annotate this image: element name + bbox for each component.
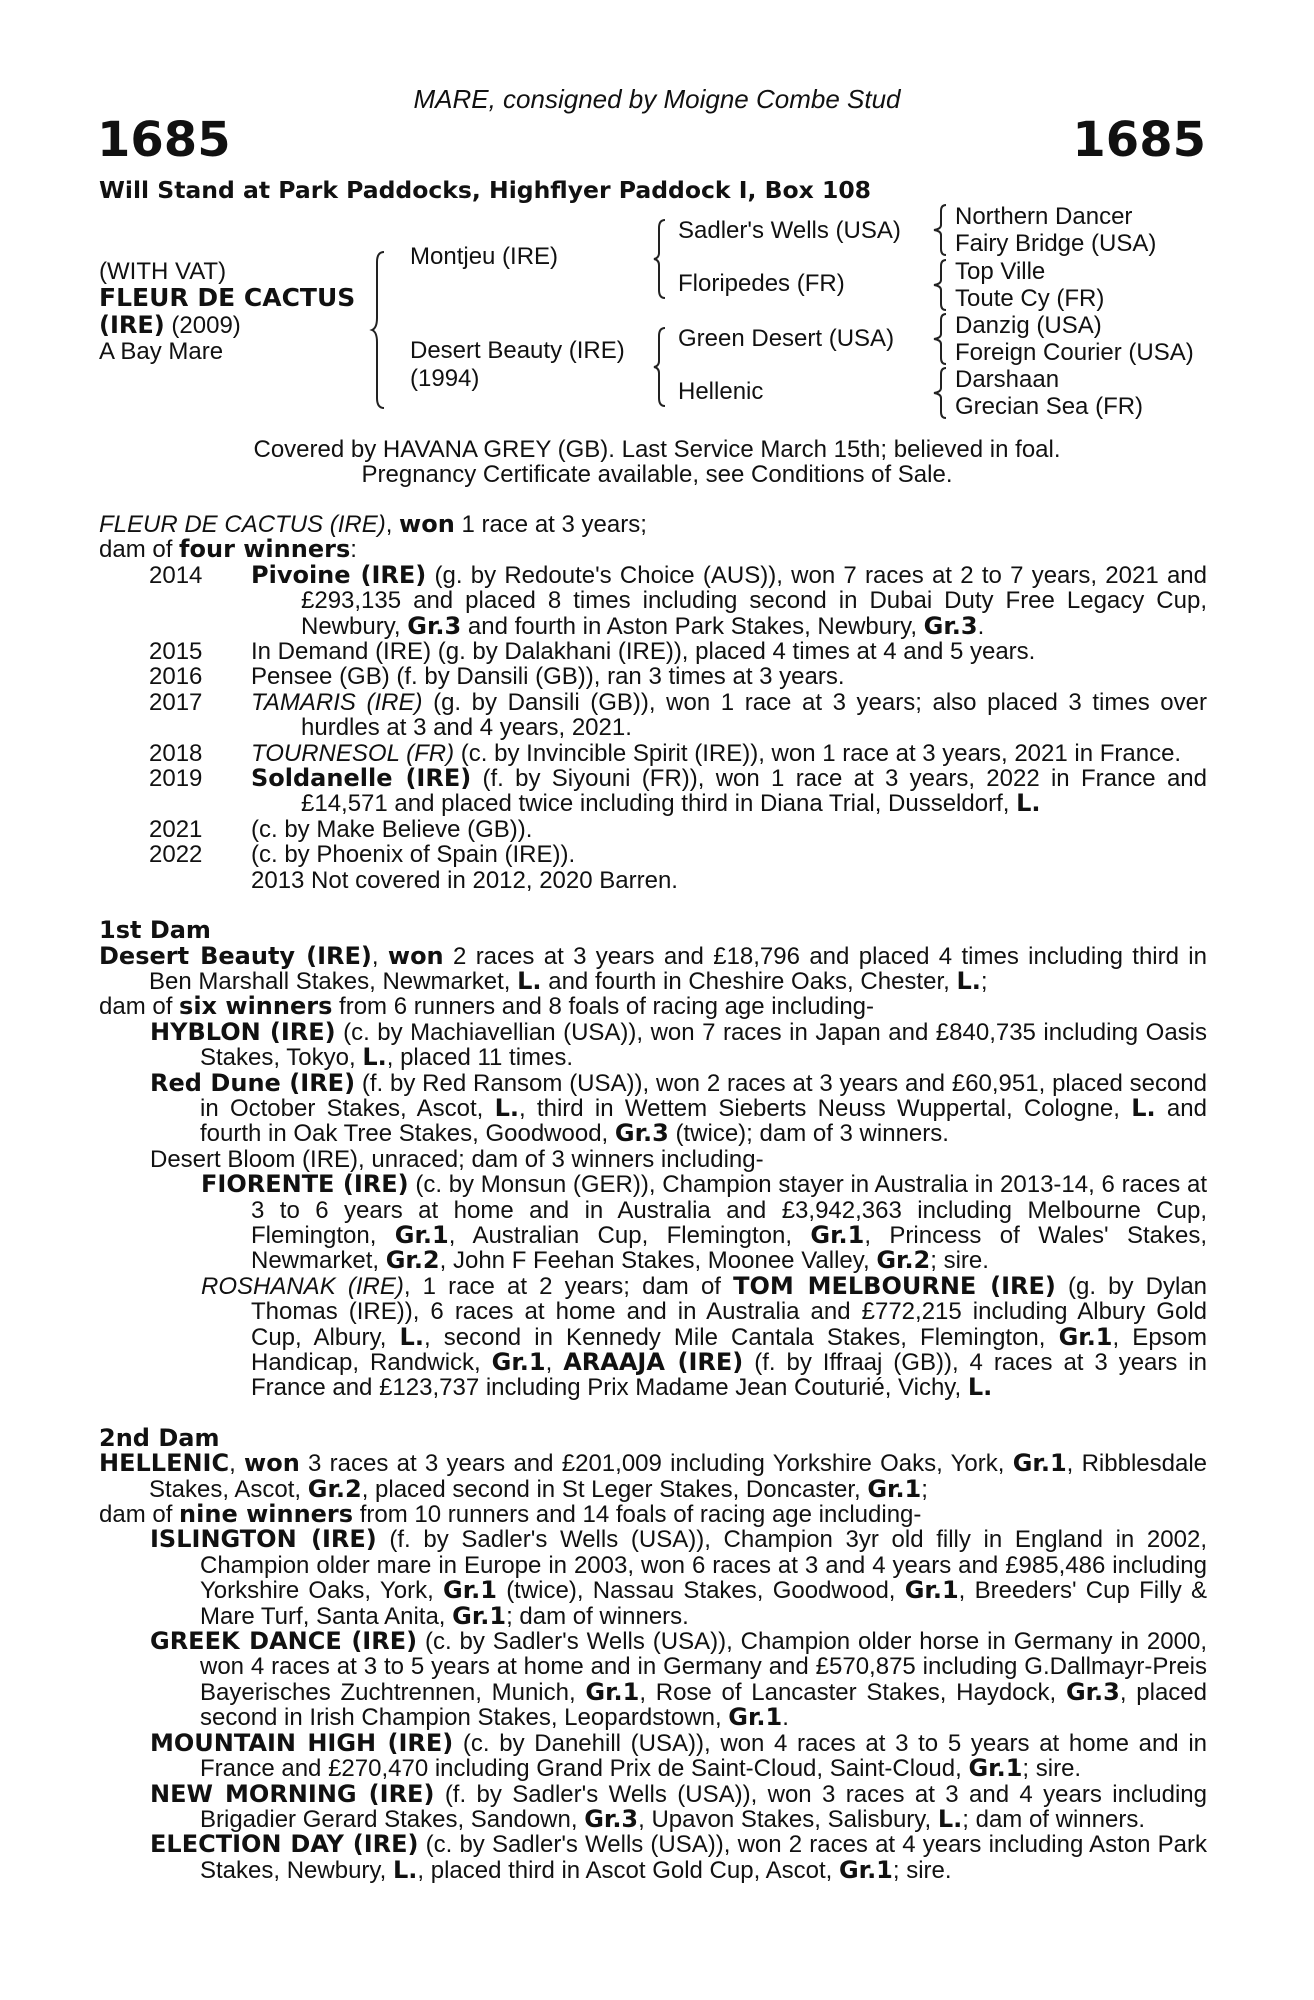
produce-year: 2018 [149,739,203,767]
second-dam-intro: HELLENIC, won 3 races at 3 years and £201,009 including Yorkshire Oaks, York, Gr.1, Ribblesdale Stakes, Ascot, Gr.2, placed second in St Leger Stakes, Doncaster, Gr.1; [99,1449,1208,1503]
great-granddam-2: Toute Cy (FR) [955,285,1105,312]
produce-year: 2015 [149,638,203,666]
horse-description: A Bay Mare [99,338,224,365]
produce-text: (c. by Make Believe (GB)). [251,815,533,843]
second-dam-progeny-3: MOUNTAIN HIGH (IRE) (c. by Danehill (USA)), won 4 races at 3 to 5 years at home and in France and £270,470 including Grand Prix de Saint-Cloud, Saint-Cloud, Gr.1; sire. [150,1728,1208,1783]
produce-list [99,560,1207,869]
first-dam-grandprogeny-1: FIORENTE (IRE) (c. by Monsun (GER)), Champion stayer in Australia in 2013-14, 6 races at 3 to 6 years at home and in Australia and £3,942,363 including Melbourne Cup, Flemington, Gr.1, Australian Cup, Flemington, Gr.1, Princess of Wales' Stakes, Newmarket, Gr.2, John F Feehan Stakes, Moonee Valley, Gr.2; sire. [201,1170,1207,1275]
great-grandsire-1: Northern Dancer [955,203,1133,230]
lot-number-right: 1685 [1072,112,1206,168]
second-dam-progeny-5: ELECTION DAY (IRE) (c. by Sadler's Wells (USA)), won 2 races at 4 years including Aston Park Stakes, Newbury, L., placed third in Ascot Gold Cup, Ascot, Gr.1; sire. [150,1830,1208,1884]
winners-count: four winners [179,535,351,564]
mare-record: FLEUR DE CACTUS (IRE), won 1 race at 3 years; [99,510,647,538]
catalogue-body [99,512,1207,1883]
produce-text: Soldanelle (IRE) (f. by Siyouni (FR)), won 1 race at 3 years, 2022 in France and £14,571 and placed twice including third in Diana Trial, Dusseldorf, L. [251,764,1207,818]
great-grandsire-4: Darshaan [955,366,1060,393]
mare-record-text: 1 race at 3 years; [454,511,647,538]
pedigree-bracket-sire [654,218,668,300]
great-granddam-3: Foreign Courier (USA) [955,339,1194,366]
mare-won: won [399,510,455,538]
sire: Montjeu (IRE) [410,243,559,270]
produce-text: (c. by Phoenix of Spain (IRE)). [251,841,576,869]
first-dam-intro: Desert Beauty (IRE), won 2 races at 3 years and £18,796 and placed 4 times including third in Ben Marshall Stakes, Newmarket, L. and fourth in Cheshire Oaks, Chester, L.; [99,941,1207,995]
great-grandsire-2: Top Ville [955,258,1046,285]
produce-year: 2016 [149,663,203,691]
first-dam-progeny-3: Desert Bloom (IRE), unraced; dam of 3 winners including- [150,1145,764,1173]
cover-note: Covered by HAVANA GREY (GB). Last Service March 15th; believed in foal. [253,436,1061,463]
produce-row [99,741,1207,766]
dam: Desert Beauty (IRE) [410,337,625,364]
horse-origin-year [99,311,241,340]
produce-row [99,817,1207,842]
stand-location: Will Stand at Park Paddocks, Highflyer Paddock I, Box 108 [99,176,872,204]
produce-year: 2014 [149,561,203,589]
pedigree-bracket-dam [654,326,668,408]
produce-text: TOURNESOL (FR) (c. by Invincible Spirit (IRE)), won 1 race at 3 years, 2021 in France. [251,739,1182,767]
produce-year: 2022 [149,841,203,869]
produce-text: TAMARIS (IRE) (g. by Dansili (GB)), won 1 race at 3 years; also placed 3 times over hurdles at 3 and 4 years, 2021. [251,688,1207,742]
produce-row [99,664,1207,689]
first-dam-progeny-1: HYBLON (IRE) (c. by Machiavellian (USA)), won 7 races in Japan and £840,735 including Oasis Stakes, Tokyo, L., placed 11 times. [150,1017,1207,1072]
produce-year: 2021 [149,815,203,843]
first-dam-heading: 1st Dam [99,916,211,945]
second-dam-dam-of: dam of nine winners from 10 runners and 14 foals of racing age including- [99,1500,922,1529]
dam-dam: Hellenic [678,378,764,405]
dam-of-prefix: dam of [99,536,180,564]
sire-dam: Floripedes (FR) [678,270,845,297]
pedigree-bracket-main [372,250,388,410]
first-dam-dam-of: dam of six winners from 6 runners and 8 foals of racing age including- [99,992,875,1021]
second-dam-progeny-2: GREEK DANCE (IRE) (c. by Sadler's Wells (USA)), Champion older horse in Germany in 2000, won 4 races at 3 to 5 years at home and in Germany and £570,875 including G.Dallmayr-Preis Bayerisches Zuchtrennen, Munich, Gr.1, Rose of Lancaster Stakes, Haydock, Gr.3, placed second in Irish Champion Stakes, Leopardstown, Gr.1. [150,1627,1208,1732]
vat-note: (WITH VAT) [99,258,227,285]
produce-row [99,639,1207,664]
produce-text: Pensee (GB) (f. by Dansili (GB)), ran 3 times at 3 years. [251,663,845,691]
second-dam-progeny-1: ISLINGTON (IRE) (f. by Sadler's Wells (USA)), Champion 3yr old filly in England in 2002, Champion older mare in Europe in 2003, won 6 races at 3 and 4 years and £985,486 including Yorkshire Oaks, York, Gr.1 (twice), Nassau Stakes, Goodwood, Gr.1, Breeders' Cup Filly & Mare Turf, Santa Anita, Gr.1; dam of winners. [150,1525,1208,1630]
great-grandsire-3: Danzig (USA) [955,312,1102,339]
second-dam-progeny-4: NEW MORNING (IRE) (f. by Sadler's Wells (USA)), won 3 races at 3 and 4 years including Brigadier Gerard Stakes, Sandown, Gr.3, Upavon Stakes, Salisbury, L.; dam of winners. [150,1779,1207,1833]
horse-year: (2009) [164,312,241,339]
mare-name: FLEUR DE CACTUS (IRE) [99,511,386,538]
horse-name: FLEUR DE CACTUS [99,283,356,312]
pedigree-bracket-g4 [926,366,950,420]
lot-number-left: 1685 [97,112,231,168]
dam-year: (1994) [410,365,480,392]
produce-row [99,690,1207,741]
second-dam-heading: 2nd Dam [99,1423,220,1452]
pedigree-bracket-g3 [926,312,950,366]
first-dam-grandprogeny-2: ROSHANAK (IRE), 1 race at 2 years; dam of TOM MELBOURNE (IRE) (g. by Dylan Thomas (IRE)), 6 races at home and in Australia and £772,215 including Albury Gold Cup, Albury, L., second in Kennedy Mile Cantala Stakes, Flemington, Gr.1, Epsom Handicap, Randwick, Gr.1, ARAAJA (IRE) (f. by Iffraaj (GB)), 4 races at 3 years in France and £123,737 including Prix Madame Jean Couturié, Vichy, L. [201,1271,1208,1402]
produce-text: Pivoine (IRE) (g. by Redoute's Choice (AUS)), won 7 races at 2 to 7 years, 2021 and £293,135 and placed 8 times including second in Dubai Duty Free Legacy Cup, Newbury, Gr.3 and fourth in Aston Park Stakes, Newbury, Gr.3. [251,560,1207,640]
pregnancy-note: Pregnancy Certificate available, see Conditions of Sale. [361,461,953,488]
consignor-line: MARE, consigned by Moigne Combe Stud [413,84,901,114]
produce-row [99,560,1207,640]
horse-country: (IRE) [99,311,165,339]
produce-year: 2019 [149,765,203,793]
pedigree-bracket-g2 [926,258,950,312]
sire-sire: Sadler's Wells (USA) [678,217,901,244]
dam-sire: Green Desert (USA) [678,325,895,352]
mare-dam-of [99,537,1207,562]
produce-text: In Demand (IRE) (g. by Dalakhani (IRE)), placed 4 times at 4 and 5 years. [251,638,1036,666]
great-granddam-1: Fairy Bridge (USA) [955,230,1157,257]
dam-of-colon: : [350,536,357,564]
produce-note: 2013 Not covered in 2012, 2020 Barren. [251,866,678,894]
produce-row [99,842,1207,867]
pedigree-bracket-g1 [926,203,950,257]
produce-year: 2017 [149,688,203,716]
great-granddam-4: Grecian Sea (FR) [955,393,1144,420]
first-dam-progeny-2: Red Dune (IRE) (f. by Red Ransom (USA)), won 2 races at 3 years and £60,951, placed second in October Stakes, Ascot, L., third in Wettem Sieberts Neuss Wuppertal, Cologne, L. and fourth in Oak Tree Stakes, Goodwood, Gr.3 (twice); dam of 3 winners. [150,1068,1208,1148]
produce-row [99,766,1207,817]
